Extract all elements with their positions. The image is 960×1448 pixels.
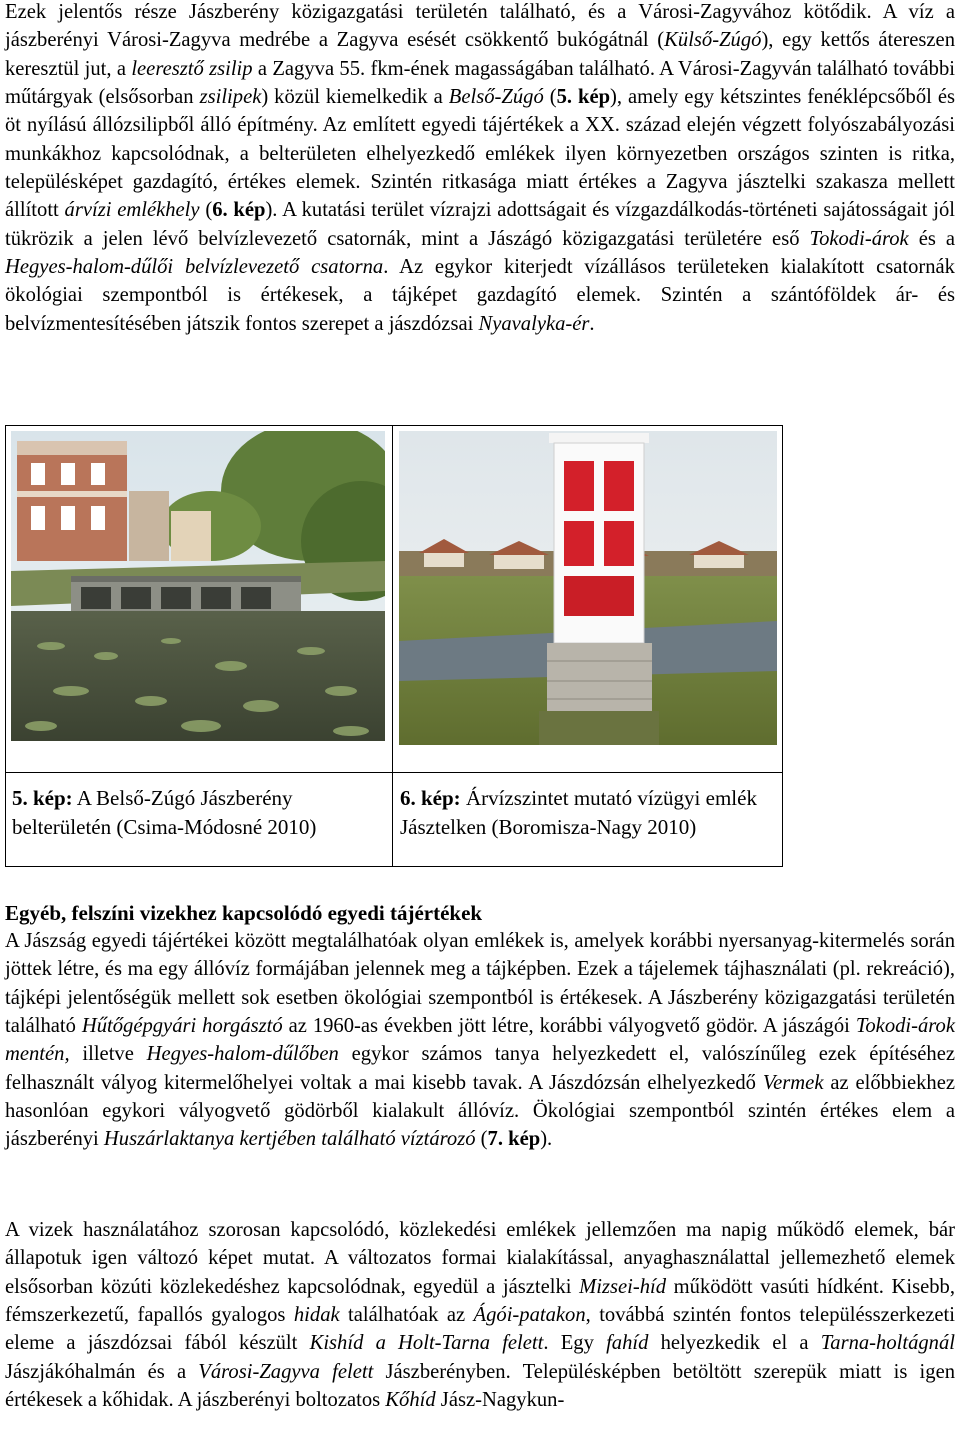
text-run: ), egy kettős átereszen keresztül jut, a: [5, 29, 955, 80]
text-run: illetve: [69, 1043, 147, 1066]
text-run: ), amely egy kétszintes fenéklépcsőből és öt nyílású állózsilipből álló építmény. Az említett egyedi tájértékek a XX. század elején végzett folyószabályozási munkákhoz kapcsolódnak, a belterületen elhelyezkedő emlékek ilyen környezetben országos szinten is ritka, településképet gazdagító, értékes elemek. Szintén ritkasága miatt értékes a Zagyva jásztelki szakasza mellett állított: [5, 86, 955, 222]
figure-6-caption: [400, 784, 775, 842]
text-run: (: [475, 1128, 488, 1151]
text-run: Nyavalyka-ér: [478, 312, 590, 335]
text-run: Tarna-holtágnál: [820, 1332, 955, 1355]
figure-5-caption: [12, 784, 382, 842]
text-run: Külső-Zúgó: [664, 29, 762, 52]
text-run: 5. kép: [556, 86, 611, 109]
intro-paragraph: [5, 0, 955, 338]
text-run: és a: [908, 227, 955, 250]
figure-6-caption-text: Árvízszintet mutató vízügyi emlék Jásztelken (Boromisza-Nagy 2010): [400, 786, 757, 839]
text-run: Városi-Zagyva felett: [198, 1360, 374, 1383]
text-run: Tokodi-árok mentén,: [5, 1015, 955, 1066]
text-run: Mizsei-híd: [579, 1275, 667, 1298]
figure-5-label: 5. kép:: [12, 786, 73, 810]
text-run: 6. kép: [212, 199, 266, 222]
text-run: ).: [540, 1128, 553, 1151]
text-run: Vermek: [762, 1071, 824, 1094]
text-run: találhatóak az: [339, 1304, 474, 1327]
text-run: Hegyes-halom-dűlői belvízlevezető csatorna: [5, 256, 384, 279]
text-run: . Az egykor kiterjedt vízállásos területeken kialakított csatornák ökológiai szempontból is értékesek, a tájképet gazdagító elemek. Szintén a szántóföldek ár- és belvízmentesítésében játszik fontos szerepet a jászdózsai: [5, 256, 955, 335]
text-run: zsilipek: [199, 86, 262, 109]
text-run: az 1960-as években jött létre, korábbi vályogvető gödör. A jászágói: [282, 1015, 856, 1038]
text-run: helyezkedik el a: [648, 1332, 821, 1355]
text-run: működött vasúti hídként. Kisebb, fémszerkezetű, fapallós gyalogos: [5, 1275, 955, 1327]
text-run: Jász-Nagykun-: [435, 1389, 565, 1412]
text-run: Ágói-patakon: [473, 1304, 586, 1327]
figure-5-caption-text: A Belső-Zúgó Jászberény belterületén (Csima-Módosné 2010): [12, 786, 317, 839]
text-run: fahíd: [606, 1332, 649, 1355]
photo-arvizi-emlek: [399, 431, 777, 745]
text-run: Jászjákóhalmán és a: [5, 1360, 199, 1383]
text-run: hidak: [293, 1304, 340, 1327]
text-run: A Jászság egyedi tájértékei között megtalálhatóak olyan emlékek is, amelyek korábbi nyersanyag-kitermelés során jöttek létre, és ma egy állóvíz formájában jelennek meg a tájképben. Ezek a tájelemek tájhasználati (pl. rekreáció), tájképi jelentőségük mellett sok esetben ökológiai szempontból is értékesek. A Jászberény közigazgatási területén található: [5, 930, 955, 1038]
text-run: (: [543, 86, 557, 109]
text-run: Tokodi-árok: [809, 227, 909, 250]
text-run: . Egy: [543, 1332, 607, 1355]
paragraph-standing-waters: [5, 927, 955, 1154]
text-run: 7. kép: [487, 1128, 541, 1151]
text-run: Kishíd a Holt-Tarna felett: [309, 1332, 544, 1355]
paragraph-bridges: [5, 1216, 955, 1414]
text-run: Hűtőgépgyári horgásztó: [81, 1015, 283, 1038]
table-divider-vertical: [392, 426, 393, 866]
text-run: Belső-Zúgó: [448, 86, 544, 109]
text-run: (: [199, 199, 213, 222]
text-run: árvízi emlékhely: [64, 199, 200, 222]
text-run: A vizek használatához szorosan kapcsolódó, közlekedési emlékek jellemzően ma napig működő elemek, bár állapotuk igen változó képet mutat. A változatos formai kialakítással, anyaghasználattal jellemezhető elemek elsősorban közúti közlekedéshez kapcsolódnak, egyedül a jásztelki: [5, 1219, 955, 1298]
figure-table: [5, 425, 783, 867]
figure-6-label: 6. kép:: [400, 786, 461, 810]
text-run: , továbbá szintén fontos településszerkezeti eleme a jászdózsai fából készült: [5, 1304, 955, 1355]
photo-belso-zugo: [11, 431, 385, 741]
text-run: Jászberényben. Településképben betöltött szerepük miatt is igen értékesek a kőhidak. A jászberényi boltozatos: [5, 1360, 956, 1412]
text-run: a Zagyva 55. fkm-ének magasságában található. A Városi-Zagyván található további műtárgyak (elsősorban: [5, 57, 955, 109]
text-run: Hegyes-halom-dűlőben: [146, 1043, 339, 1066]
text-run: ) közül kiemelkedik a: [261, 86, 449, 109]
text-run: Ezek jelentős része Jászberény közigazgatási területén található, és a Városi-Zagyvához kötődik. A víz a jászberényi Városi-Zagyva medrébe a Zagyva esését csökkentő bukógátnál (: [5, 1, 955, 52]
text-run: az előbbiekhez hasonlóan egykori vályogvető gödörből kialakult állóvíz. Ökológiai szempontból szintén értékes elem a jászberényi: [5, 1071, 955, 1151]
text-run: leeresztő zsilip: [131, 57, 253, 80]
text-run: Huszárlaktanya kertjében található víztározó: [103, 1128, 476, 1151]
text-run: ). A kutatási terület vízrajzi adottságait és vízgazdálkodás-történeti sajátosságait jól tükrözik a jelen lévő belvízlevezető csatornák, mint a Jászágó közigazgatási területére eső: [5, 199, 955, 250]
text-run: egykor számos tanya helyezkedett el, valószínűleg ezek építéséhez felhasznált vályog kitermelőhelyei voltak a mai kisebb tavak. A Jászdózsán elhelyezkedő: [5, 1043, 956, 1094]
table-divider-horizontal: [6, 772, 782, 773]
section-heading: Egyéb, felszíni vizekhez kapcsolódó egyedi tájértékek: [5, 901, 483, 925]
text-run: Kőhíd: [385, 1389, 436, 1412]
text-run: .: [589, 312, 595, 335]
